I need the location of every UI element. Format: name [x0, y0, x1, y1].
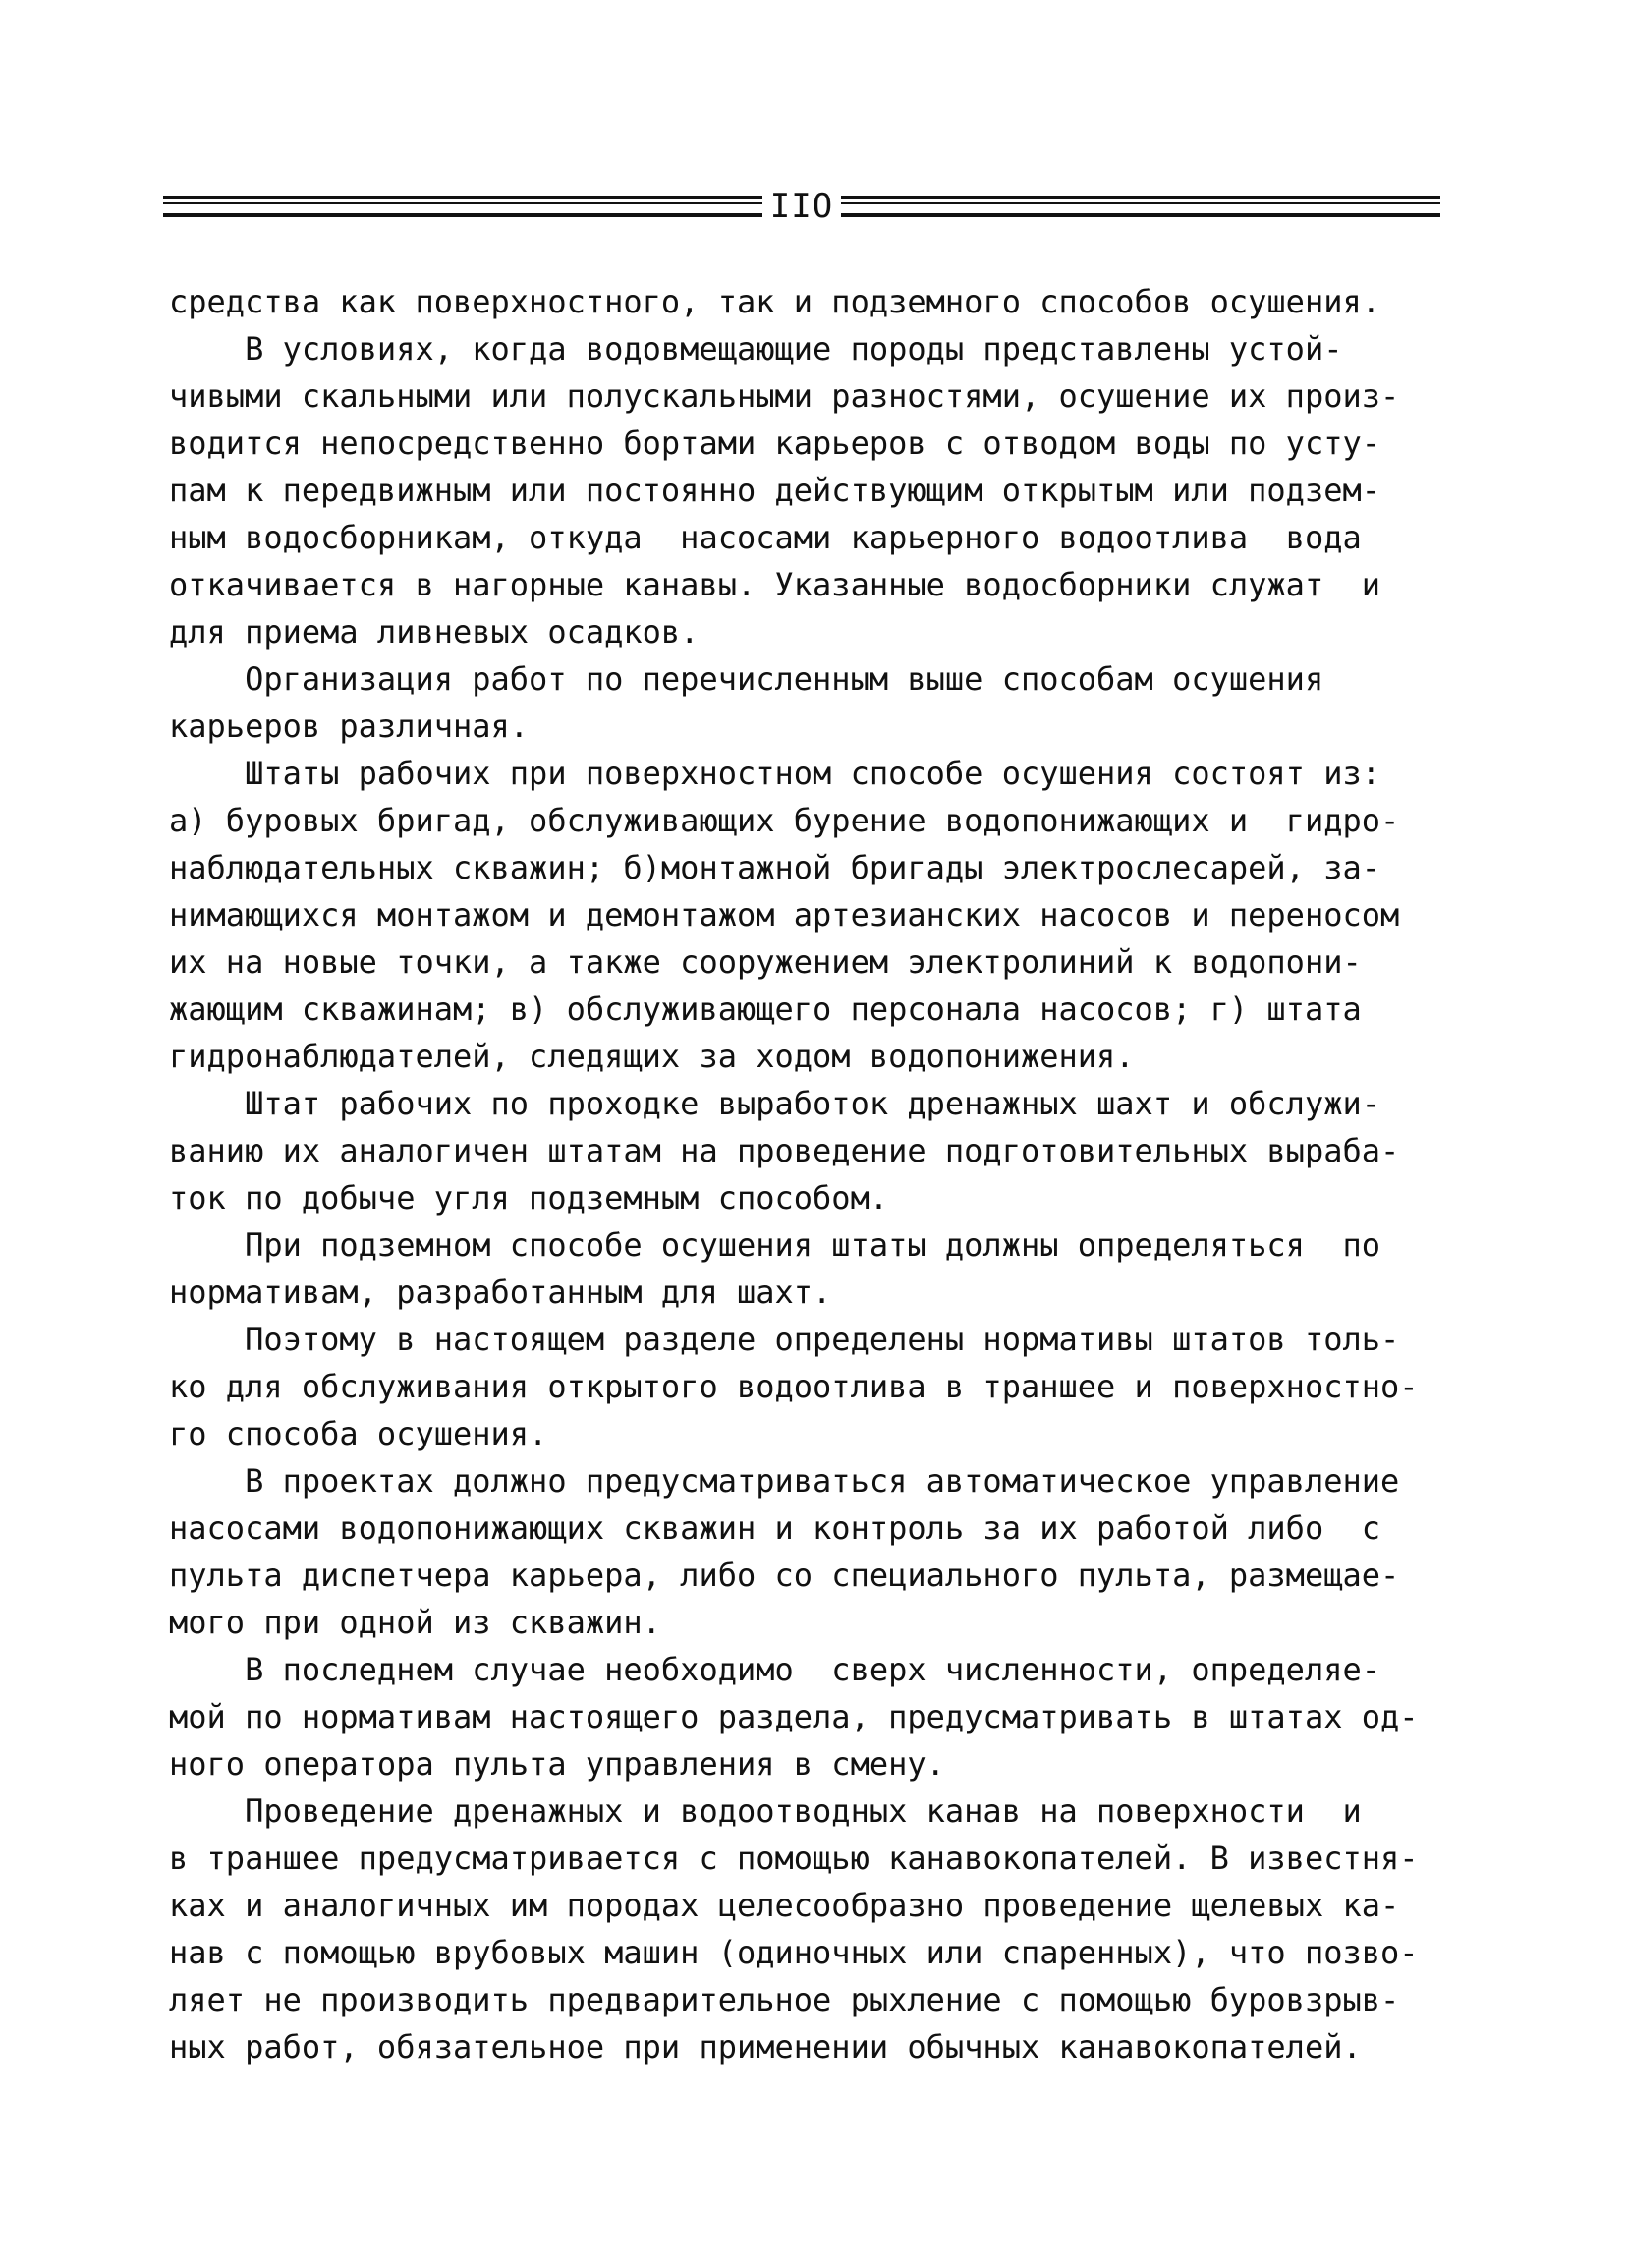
- text-line: ко для обслуживания открытого водоотлива в траншее и поверхностно-: [169, 1368, 1419, 1405]
- text-line: насосами водопонижающих скважин и контроль за их работой либо с: [169, 1509, 1380, 1547]
- text-line: В условиях, когда водовмещающие породы представлены устой-: [169, 330, 1343, 368]
- text-line: В проектах должно предусматриваться автоматическое управление: [169, 1462, 1400, 1500]
- text-line: в траншее предусматривается с помощью канавокопателей. В известня-: [169, 1840, 1419, 1877]
- text-line: Поэтому в настоящем разделе определены нормативы штатов толь-: [169, 1321, 1400, 1358]
- text-line: пам к передвижным или постоянно действующим открытым или подзем-: [169, 472, 1380, 509]
- text-line: ных работ, обязательное при применении обычных канавокопателей.: [169, 2028, 1362, 2066]
- text-line: мой по нормативам настоящего раздела, предусматривать в штатах од-: [169, 1698, 1419, 1735]
- text-line: водится непосредственно бортами карьеров с отводом воды по усту-: [169, 425, 1380, 462]
- text-line: При подземном способе осушения штаты должны определяться по: [169, 1226, 1380, 1264]
- text-line: В последнем случае необходимо сверх численности, определяе-: [169, 1651, 1380, 1688]
- text-line: наблюдательных скважин; б)монтажной бригады электрослесарей, за-: [169, 849, 1380, 886]
- text-line: ток по добыче угля подземным способом.: [169, 1179, 889, 1217]
- page-header: [163, 187, 1440, 226]
- text-line: средства как поверхностного, так и подземного способов осушения.: [169, 283, 1380, 320]
- text-line: чивыми скальными или полускальными разностями, осушение их произ-: [169, 377, 1400, 415]
- text-line: Штат рабочих по проходке выработок дренажных шахт и обслужи-: [169, 1085, 1380, 1122]
- text-line: нав с помощью врубовых машин (одиночных или спаренных), что позво-: [169, 1934, 1419, 1971]
- text-line: карьеров различная.: [169, 708, 530, 745]
- body-text: [169, 278, 1446, 2070]
- text-line: Штаты рабочих при поверхностном способе осушения состоят из:: [169, 755, 1380, 792]
- text-line: гидронаблюдателей, следящих за ходом водопонижения.: [169, 1038, 1135, 1075]
- page-number: IIO: [769, 187, 834, 226]
- text-line: откачивается в нагорные канавы. Указанные водосборники служат и: [169, 566, 1380, 603]
- text-line: ках и аналогичных им породах целесообразно проведение щелевых ка-: [169, 1887, 1400, 1924]
- header-rule-left: [163, 196, 762, 217]
- text-line: Организация работ по перечисленным выше способам осушения: [169, 660, 1324, 698]
- text-line: ляет не производить предварительное рыхление с помощью буровзрыв-: [169, 1981, 1400, 2018]
- text-line: пульта диспетчера карьера, либо со специального пульта, размещае-: [169, 1557, 1400, 1594]
- text-line: жающим скважинам; в) обслуживающего персонала насосов; г) штата: [169, 991, 1362, 1028]
- text-line: го способа осушения.: [169, 1415, 548, 1452]
- text-line: ванию их аналогичен штатам на проведение подготовительных выраба-: [169, 1132, 1400, 1169]
- text-line: мого при одной из скважин.: [169, 1604, 661, 1641]
- text-line: их на новые точки, а также сооружением электролиний к водопони-: [169, 943, 1362, 981]
- text-line: Проведение дренажных и водоотводных канав на поверхности и: [169, 1792, 1362, 1830]
- text-line: ным водосборникам, откуда насосами карьерного водоотлива вода: [169, 519, 1362, 556]
- header-rule-right: [841, 196, 1440, 217]
- text-line: ного оператора пульта управления в смену.: [169, 1745, 945, 1783]
- text-line: а) буровых бригад, обслуживающих бурение водопонижающих и гидро-: [169, 802, 1400, 839]
- text-line: для приема ливневых осадков.: [169, 613, 700, 651]
- text-line: нимающихся монтажом и демонтажом артезианских насосов и переносом: [169, 896, 1400, 934]
- text-line: нормативам, разработанным для шахт.: [169, 1274, 832, 1311]
